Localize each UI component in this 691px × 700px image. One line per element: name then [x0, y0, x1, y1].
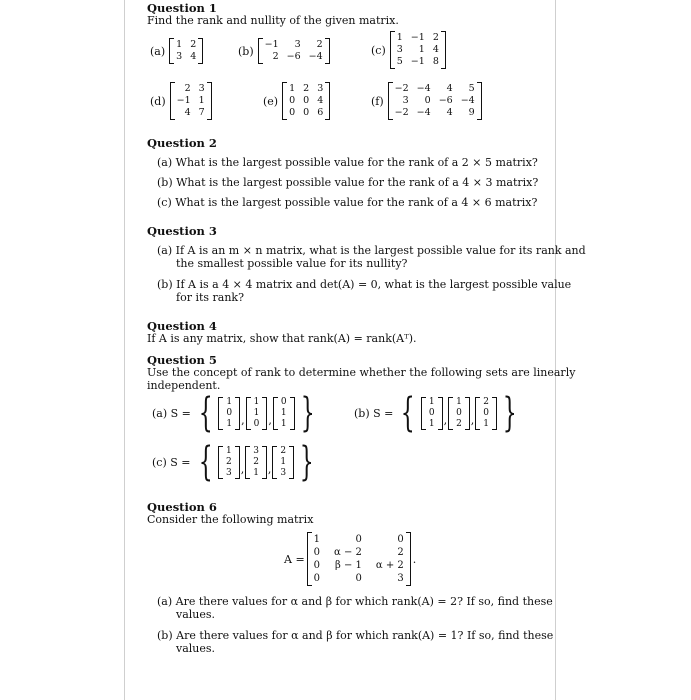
matrix-entry: 3: [253, 445, 259, 456]
question-6-matrix-A: [284, 532, 416, 586]
matrix-entry: 1: [253, 396, 260, 407]
right-bracket: [262, 446, 267, 479]
set-label: (a) S =: [152, 406, 191, 420]
matrix-entry: −4: [416, 83, 431, 94]
question-5-set-c: [152, 439, 320, 485]
matrix-entry: 1: [253, 467, 259, 478]
matrix-entry: 2: [456, 418, 462, 429]
matrix-entry: 3: [317, 83, 324, 94]
matrix-entry: 9: [468, 107, 475, 118]
comma-separator: ,: [443, 414, 448, 427]
right-bracket: [198, 38, 203, 64]
matrix-entry: 2: [184, 83, 191, 94]
question-5-set-a: [152, 390, 320, 436]
matrix-entry: 2: [272, 51, 279, 62]
matrix-entry: −4: [416, 107, 431, 118]
right-brace: }: [300, 390, 315, 436]
matrix-entry: −6: [286, 51, 301, 62]
question-6-intro: Consider the following matrix: [147, 513, 314, 526]
matrix-label: (d): [150, 94, 166, 108]
matrix-entry: −1: [176, 95, 191, 106]
matrix-entry: α + 2: [375, 560, 404, 571]
matrix-entry: 4: [446, 83, 453, 94]
matrix-entry: 1: [198, 95, 205, 106]
right-brace: }: [502, 390, 517, 436]
matrix-entry: 4: [184, 107, 191, 118]
matrix-entry: 0: [289, 107, 296, 118]
matrix-entry: 3: [402, 95, 409, 106]
question-3-title: Question 3: [147, 224, 217, 238]
matrix-entry: 2: [432, 32, 439, 43]
matrix-entry: 0: [289, 95, 296, 106]
matrix-entry: 2: [225, 456, 232, 467]
question-3-a-line2: the smallest possible value for its nullity?: [176, 257, 408, 270]
comma-separator: ,: [267, 463, 272, 476]
left-brace: {: [198, 439, 213, 485]
matrix-entry: 5: [396, 56, 403, 67]
column-vector: [246, 397, 268, 430]
right-bracket: [406, 532, 411, 586]
matrix-bracket: [169, 38, 203, 64]
matrix-entry: 6: [317, 107, 324, 118]
question-1-matrix-e: [263, 82, 330, 120]
matrix-entry: 1: [226, 418, 233, 429]
question-3-b-line1: (b) If A is a 4 × 4 matrix and det(A) = 0, what is the largest possible value: [157, 278, 572, 291]
comma-separator: ,: [268, 414, 272, 427]
matrix-label: (a): [150, 44, 166, 58]
column-vector: [218, 397, 240, 430]
matrix-entry: 0: [313, 560, 321, 571]
matrix-entry: −4: [308, 51, 323, 62]
matrix-entry: 0: [424, 95, 431, 106]
matrix-entry: 0: [483, 407, 490, 418]
question-2-title: Question 2: [147, 136, 217, 150]
question-1-matrix-f: [371, 82, 482, 120]
matrix-entry: 5: [468, 83, 475, 94]
question-5-line1: Use the concept of rank to determine whether the following sets are linearly: [147, 366, 576, 379]
matrix-entry: −1: [410, 32, 425, 43]
matrix-entry: 0: [397, 534, 404, 545]
matrix-entry: α − 2: [334, 547, 362, 558]
question-6-title: Question 6: [147, 500, 217, 514]
matrix-entry: 0: [280, 396, 287, 407]
question-5-line2: independent.: [147, 379, 221, 392]
matrix-entry: 7: [198, 107, 205, 118]
matrix-entry: 1: [428, 396, 435, 407]
matrix-entry: −2: [394, 107, 409, 118]
question-1-intro: Find the rank and nullity of the given matrix.: [147, 14, 399, 27]
matrix-entry: 2: [303, 83, 310, 94]
matrix-entry: 2: [190, 39, 197, 50]
question-4-title: Question 4: [147, 319, 217, 333]
right-bracket: [289, 446, 294, 479]
question-2-item-b: (b) What is the largest possible value for the rank of a 4 × 3 matrix?: [157, 176, 539, 189]
matrix-bracket: [282, 82, 330, 120]
set-label: (b) S =: [354, 406, 394, 420]
question-1-title: Question 1: [147, 1, 217, 15]
matrix-bracket: [388, 82, 482, 120]
column-vector: [448, 397, 470, 430]
question-3-a-line1: (a) If A is an m × n matrix, what is the largest possible value for its rank and: [157, 244, 586, 257]
matrix-entry: 3: [225, 467, 232, 478]
matrix-entry: 1: [280, 418, 287, 429]
matrix-entry: 0: [428, 407, 435, 418]
matrix-entry: −2: [394, 83, 409, 94]
question-6-b-line2: values.: [176, 642, 216, 655]
left-brace: {: [198, 390, 213, 436]
matrix-entry: 0: [253, 418, 260, 429]
matrix-entry: 4: [190, 51, 197, 62]
matrix-entry: 1: [313, 534, 321, 545]
matrix-entry: 1: [280, 456, 287, 467]
question-6-b-line1: (b) Are there values for α and β for which rank(A) = 1? If so, find these: [157, 629, 554, 642]
matrix-entry: 1: [483, 418, 490, 429]
question-6-a-line1: (a) Are there values for α and β for which rank(A) = 2? If so, find these: [157, 595, 553, 608]
question-2-item-c: (c) What is the largest possible value for the rank of a 4 × 6 matrix?: [157, 196, 538, 209]
matrix-entry: 3: [397, 573, 404, 584]
matrix-entry: 0: [355, 534, 362, 545]
question-1-matrix-b: [238, 38, 330, 64]
matrix-entry: 1: [225, 445, 232, 456]
matrix-entry: −1: [264, 39, 279, 50]
matrix-bracket: [307, 532, 411, 586]
matrix-label: A =: [284, 552, 305, 566]
right-bracket: [325, 38, 330, 64]
right-bracket: [207, 82, 212, 120]
question-2-item-a: (a) What is the largest possible value for the rank of a 2 × 5 matrix?: [157, 156, 538, 169]
matrix-entry: 2: [483, 396, 490, 407]
right-brace: }: [299, 439, 314, 485]
matrix-entry: 2: [253, 456, 259, 467]
matrix-bracket: [258, 38, 330, 64]
matrix-entry: 1: [428, 418, 435, 429]
matrix-entry: 4: [317, 95, 324, 106]
matrix-entry: 0: [313, 547, 321, 558]
right-bracket: [477, 82, 482, 120]
comma-separator: ,: [241, 414, 245, 427]
right-bracket: [465, 397, 470, 430]
right-bracket: [438, 397, 443, 430]
question-5-set-b: [354, 390, 522, 436]
frame-left-border: [124, 0, 125, 700]
right-bracket: [235, 446, 240, 479]
matrix-entry: 0: [456, 407, 462, 418]
column-vector: [273, 397, 295, 430]
question-1-matrix-c: [371, 31, 446, 69]
matrix-entry: 0: [303, 95, 310, 106]
question-3-b-line2: for its rank?: [176, 291, 244, 304]
right-bracket: [325, 82, 330, 120]
question-6-a-line2: values.: [176, 608, 216, 621]
matrix-entry: −6: [438, 95, 453, 106]
matrix-entry: 2: [397, 547, 404, 558]
matrix-entry: 2: [280, 445, 287, 456]
matrix-entry: 3: [294, 39, 301, 50]
matrix-entry: −1: [410, 56, 425, 67]
matrix-bracket: [170, 82, 212, 120]
comma-separator: ,: [240, 463, 245, 476]
matrix-entry: 0: [226, 407, 233, 418]
matrix-entry: 1: [456, 396, 462, 407]
matrix-entry: 3: [280, 467, 287, 478]
matrix-entry: 3: [176, 51, 183, 62]
matrix-entry: 0: [355, 573, 362, 584]
matrix-entry: 1: [289, 83, 296, 94]
frame-right-border: [555, 0, 556, 700]
matrix-entry: 2: [316, 39, 323, 50]
column-vector: [475, 397, 497, 430]
set-label: (c) S =: [152, 455, 191, 469]
matrix-entry: 1: [176, 39, 183, 50]
question-1-matrix-a: [150, 38, 203, 64]
matrix-entry: 0: [313, 573, 321, 584]
matrix-entry: 1: [418, 44, 425, 55]
column-vector: [272, 446, 294, 479]
matrix-label: (e): [263, 94, 279, 108]
matrix-entry: −4: [460, 95, 475, 106]
matrix-bracket: [390, 31, 446, 69]
matrix-entry: 1: [280, 407, 287, 418]
matrix-entry: 0: [303, 107, 310, 118]
question-5-title: Question 5: [147, 353, 217, 367]
matrix-entry: β − 1: [335, 560, 362, 571]
right-bracket: [235, 397, 240, 430]
question-1-matrix-d: [150, 82, 212, 120]
question-4-text: If A is any matrix, show that rank(A) = rank(Aᵀ).: [147, 332, 417, 345]
matrix-period: .: [412, 552, 417, 566]
left-brace: {: [401, 390, 416, 436]
column-vector: [218, 446, 240, 479]
column-vector: [245, 446, 267, 479]
matrix-entry: 1: [226, 396, 233, 407]
matrix-entry: 8: [432, 56, 439, 67]
matrix-label: (f): [371, 94, 384, 108]
matrix-entry: 3: [198, 83, 205, 94]
matrix-label: (c): [371, 43, 386, 57]
matrix-entry: 4: [432, 44, 439, 55]
matrix-entry: 1: [396, 32, 403, 43]
matrix-entry: 1: [253, 407, 260, 418]
matrix-entry: 3: [396, 44, 403, 55]
matrix-label: (b): [238, 44, 254, 58]
right-bracket: [441, 31, 446, 69]
comma-separator: ,: [470, 414, 475, 427]
matrix-entry: 4: [446, 107, 453, 118]
column-vector: [421, 397, 443, 430]
right-bracket: [290, 397, 295, 430]
right-bracket: [492, 397, 497, 430]
right-bracket: [262, 397, 267, 430]
